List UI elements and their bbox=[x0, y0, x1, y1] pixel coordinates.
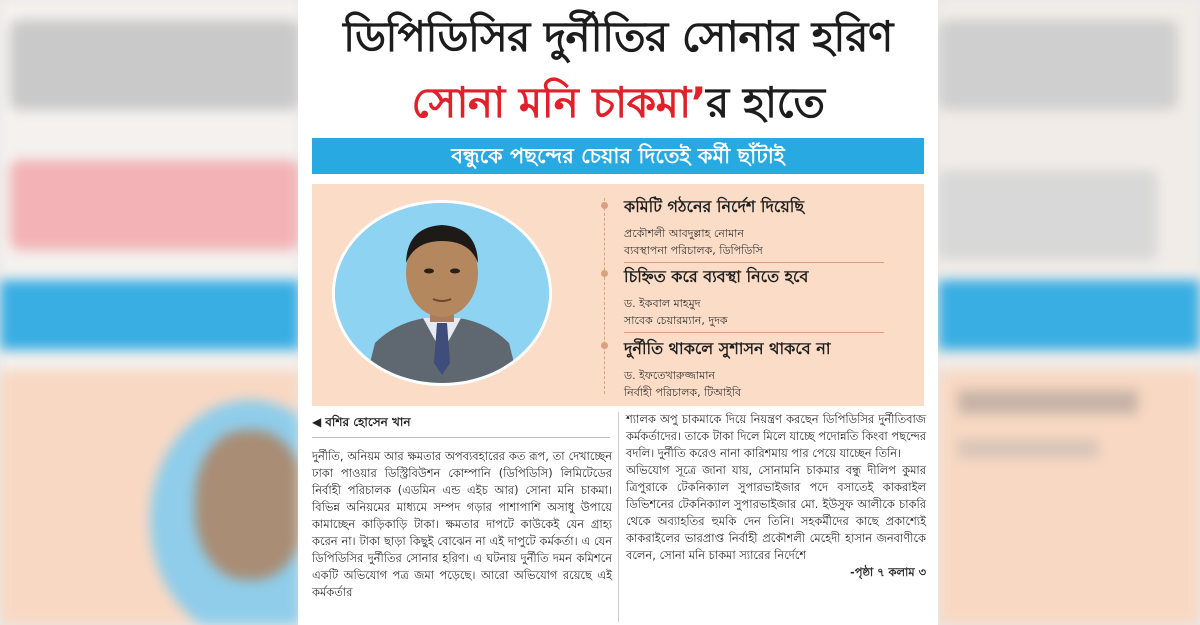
quote-title: দুর্নীতি থাকলে সুশাসন থাকবে না bbox=[624, 339, 831, 358]
byline bbox=[312, 414, 411, 434]
feature-box bbox=[312, 184, 924, 406]
blurred-background-left bbox=[0, 0, 300, 625]
body-column-right bbox=[626, 411, 926, 581]
quote-marker bbox=[601, 202, 608, 209]
quote-speaker: ড. ইকবাল মাহমুদ bbox=[624, 297, 701, 310]
quote-item bbox=[624, 264, 914, 329]
body-paragraph: অভিযোগ সূত্রে জানা যায়, সোনামনি চাকমার বন্ধু দীলিপ কুমার ত্রিপুরাকে টেকনিক্যাল সুপারভাইজার পদে বসাতেই কাকরাইল ডিভিশনের টেকনিক্যাল সুপারভাইজার মো. ইউসুফ আলীকে চাকরি থেকে অব্যাহতির হুমকি দেন তিনি। সহকর্মীদের কাছে প্রকাশ্যেই কাকরাইলের ভারপ্রাপ্ত নির্বাহী প্রকৌশলী মেহেদী হাসান জনবাণীকে বলেন, সোনা মনি চাকমা স্যারের নির্দেশে bbox=[626, 463, 926, 562]
quote-title: কমিটি গঠনের নির্দেশ দিয়েছি bbox=[624, 197, 805, 216]
quote-role: ব্যবস্থাপনা পরিচালক, ডিপিডিসি bbox=[624, 244, 763, 257]
quote-role: সাবেক চেয়ারম্যান, দুদক bbox=[624, 314, 728, 327]
column-divider bbox=[618, 412, 619, 622]
quote-divider bbox=[604, 198, 605, 394]
headline-line-2 bbox=[298, 70, 938, 141]
headline-line-1: ডিপিডিসির দুর্নীতির সোনার হরিণ bbox=[343, 12, 893, 61]
byline-rule bbox=[312, 437, 610, 438]
quote-separator bbox=[624, 332, 884, 333]
blurred-background-right bbox=[938, 0, 1200, 625]
quote-marker bbox=[601, 270, 608, 277]
quote-title: চিহ্নিত করে ব্যবস্থা নিতে হবে bbox=[624, 267, 809, 286]
quote-role: নির্বাহী পরিচালক, টিআইবি bbox=[624, 386, 742, 399]
body-paragraph: শ্যালক অপু চাকমাকে দিয়ে নিয়ন্ত্রণ করছেন ডিপিডিসির দুর্নীতিবাজ কর্মকর্তাদের। তাকে টাকা দিলে মিলে যাচ্ছে পদোন্নতি কিংবা পছন্দের বদলি। দুর্নীতি করেও নানা কারিশমায় পার পেয়ে যাচ্ছেন তিনি। bbox=[626, 412, 926, 460]
author-name: বশির হোসেন খান bbox=[325, 415, 411, 429]
byline-arrow-icon: ◀ bbox=[312, 415, 322, 429]
person-portrait bbox=[332, 200, 552, 386]
body-column-left: দুর্নীতি, অনিয়ম আর ক্ষমতার অপব্যবহারের কত রূপ, তা দেখাচ্ছেন ঢাকা পাওয়ার ডিস্ট্রিবিউশন কোম্পানি (ডিপিডিসি) লিমিটেডের নির্বাহী পরিচালক (এডমিন এন্ড এইচ আর) সোনা মনি চাকমা। বিভিন্ন অনিয়মের মাধ্যমে সম্পদ গড়ার পাশাপাশি অসাধু উপায়ে কামাচ্ছেন কাড়িকাড়ি টাকা। ক্ষমতার দাপটে কাউকেই যেন গ্রাহ্য করেন না। টাকা ছাড়া কিছুই বোঝেন না এই দাপুটে কর্মকর্তা। এ যেন ডিপিডিসির দুর্নীতির সোনার হরিণ। এ ঘটনায় দুর্নীতি দমন কমিশনে একটি অভিযোগ পত্র জমা পড়েছে। আরো অভিযোগ রয়েছে এই কর্মকর্তার bbox=[312, 449, 612, 599]
news-article bbox=[298, 0, 938, 625]
quote-speaker: প্রকৌশলী আবদুল্লাহ নোমান bbox=[624, 227, 744, 240]
subheadline-bar: বন্ধুকে পছন্দের চেয়ার দিতেই কর্মী ছাঁটাই bbox=[312, 138, 924, 174]
quote-item bbox=[624, 336, 914, 401]
quote-marker bbox=[601, 342, 608, 349]
headline-highlight: সোনা মনি চাকমা’ bbox=[411, 78, 707, 127]
portrait-illustration bbox=[335, 203, 549, 383]
continued-marker: -পৃষ্ঠা ৭ কলাম ৩ bbox=[850, 565, 926, 579]
headline-suffix: র হাতে bbox=[706, 78, 825, 127]
quote-separator bbox=[624, 262, 884, 263]
quote-item bbox=[624, 194, 914, 259]
quote-speaker: ড. ইফতেখারুজ্জামান bbox=[624, 369, 715, 382]
